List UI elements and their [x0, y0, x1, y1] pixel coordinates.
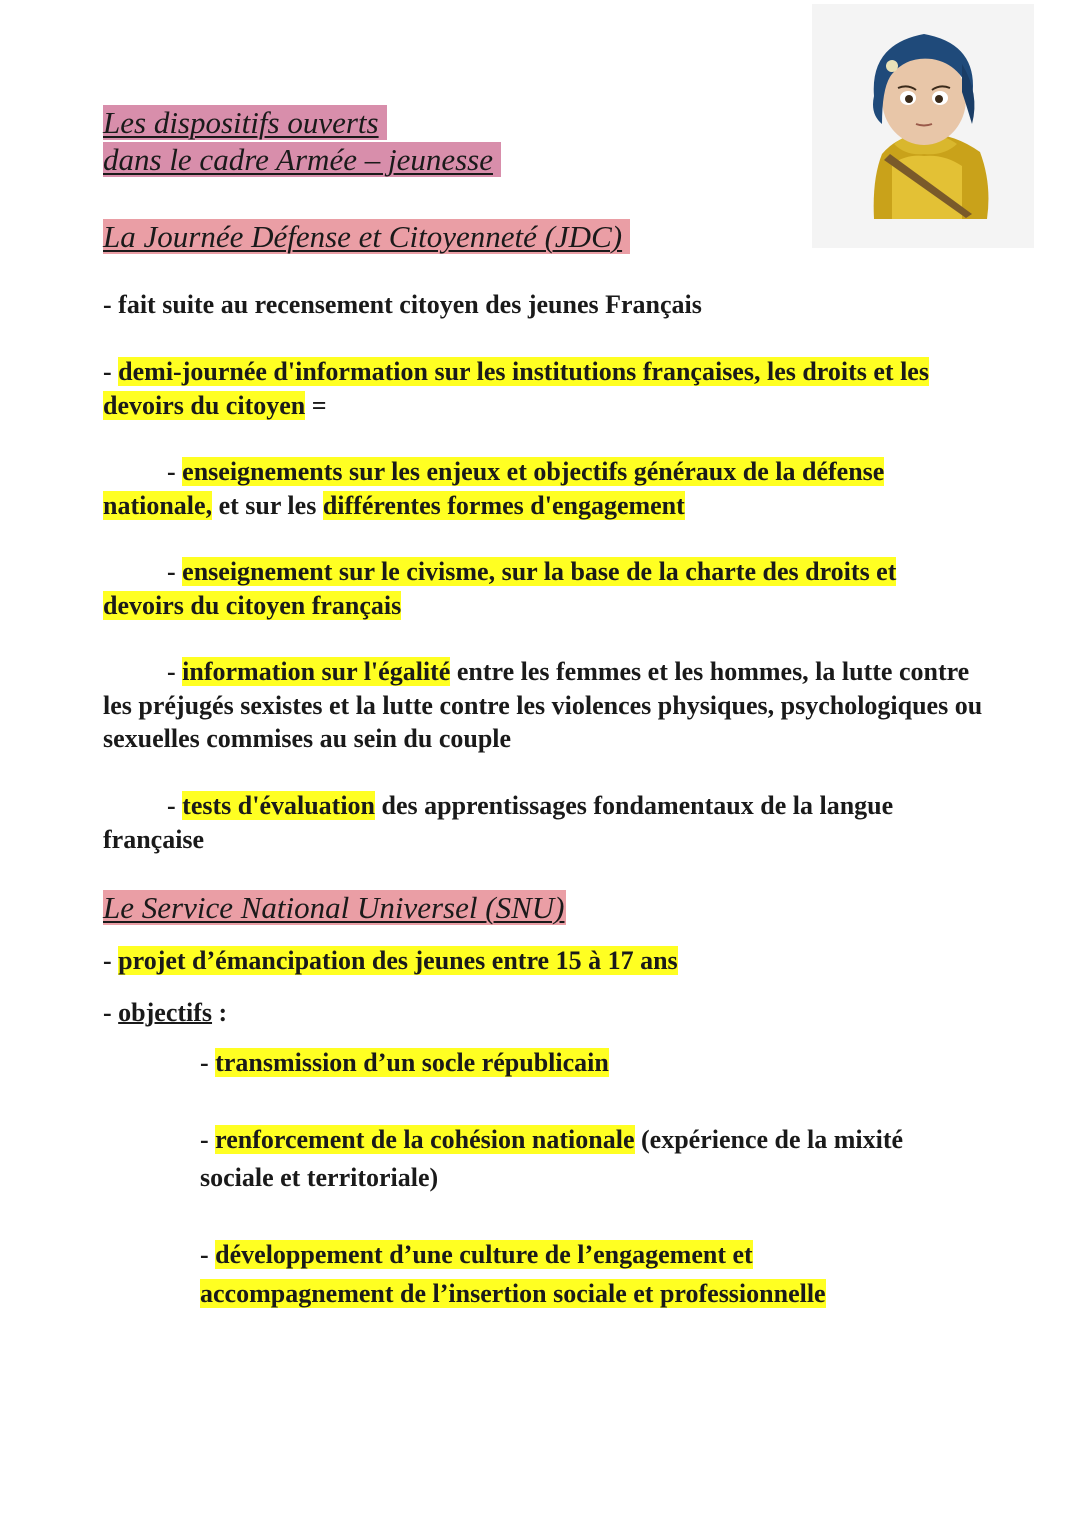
jdc-point-tests: [103, 789, 903, 856]
snu-objectifs: [103, 996, 1003, 1030]
jdc-point-recensement: [103, 288, 1003, 322]
highlight-culture-engagement: développement d’une culture de l’engagement et accompagnement de l’insertion sociale et professionnelle: [200, 1240, 826, 1308]
equals-sign: =: [305, 390, 327, 420]
section-heading-snu: [103, 889, 566, 926]
highlight-demi-journee: demi-journée d'information sur les institutions françaises, les droits et les devoirs du citoyen: [103, 357, 929, 420]
jdc-point-recensement-text: - fait suite au recensement citoyen des jeunes Français: [103, 290, 702, 319]
connector-text: et sur les: [212, 490, 323, 520]
dash: -: [200, 1240, 216, 1269]
section-heading-jdc-text: La Journée Défense et Citoyenneté (JDC): [103, 219, 630, 254]
highlight-civisme: enseignement sur le civisme, sur la base de la charte des droits et devoirs du citoyen français: [103, 557, 897, 620]
section-heading-snu-text: Le Service National Universel (SNU): [103, 890, 565, 925]
colon: :: [212, 998, 228, 1027]
snu-objectif-engagement: [200, 1235, 920, 1313]
dash: -: [103, 357, 119, 386]
dash: -: [103, 998, 119, 1027]
highlight-formes-engagement: différentes formes d'engagement: [322, 490, 685, 520]
dash: -: [200, 1048, 216, 1077]
snu-objectif-cohesion: [200, 1121, 940, 1197]
highlight-egalite: information sur l'égalité: [182, 657, 451, 686]
egalite-details: entre les femmes et les hommes, la lutte contre les préjugés sexistes et la lutte contre les violences physiques, psychologiques ou sexuelles commises au sein du couple: [103, 657, 983, 753]
objectifs-label: objectifs: [118, 998, 213, 1027]
highlight-socle-republicain: transmission d’un socle républicain: [215, 1048, 609, 1077]
title-line-1: Les dispositifs ouverts: [103, 105, 387, 140]
snu-objectif-socle: [200, 1044, 960, 1082]
section-heading-jdc: [103, 218, 630, 255]
dash: -: [167, 791, 183, 820]
highlight-enjeux-defense: enseignements sur les enjeux et objectifs généraux de la défense nationale,: [103, 457, 885, 520]
dash: -: [200, 1125, 216, 1154]
cohesion-details: (expérience de la mixité sociale et territoriale): [200, 1125, 904, 1192]
jdc-point-civisme: [103, 555, 973, 622]
jdc-point-egalite: [103, 655, 983, 756]
snu-point-projet: [103, 944, 1003, 978]
document-title: [103, 104, 501, 178]
dash: -: [103, 946, 119, 975]
dash: -: [167, 557, 183, 586]
tests-details: des apprentissages fondamentaux de la langue française: [103, 791, 894, 854]
highlight-projet-emancipation: projet d’émancipation des jeunes entre 15 à 17 ans: [118, 946, 678, 975]
jdc-point-demi-journee: [103, 355, 973, 422]
character-illustration: [812, 4, 1034, 248]
jdc-point-enseignements: [103, 455, 983, 522]
title-line-2: dans le cadre Armée – jeunesse: [103, 142, 501, 177]
highlight-tests: tests d'évaluation: [182, 791, 376, 820]
doll-icon: [812, 4, 1034, 248]
highlight-cohesion-nationale: renforcement de la cohésion nationale: [215, 1125, 635, 1154]
dash: -: [167, 457, 183, 486]
dash: -: [167, 657, 183, 686]
